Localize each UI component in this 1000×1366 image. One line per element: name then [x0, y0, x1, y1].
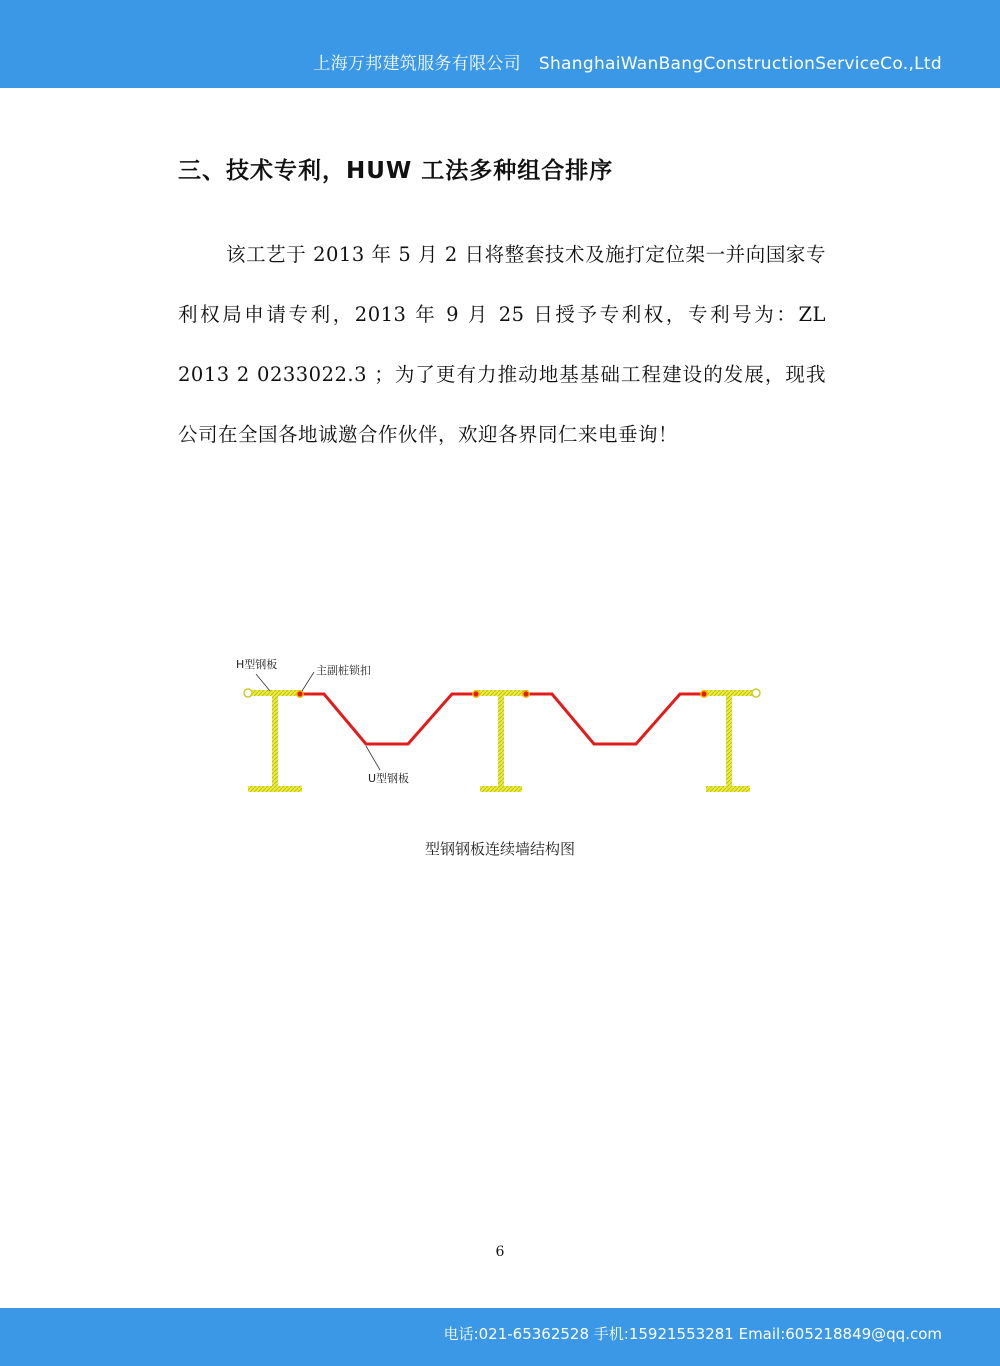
leader-lock	[302, 672, 314, 691]
diagram-caption: 型钢钢板连续墙结构图	[424, 840, 575, 858]
u-plate-2	[526, 694, 704, 744]
label-lock: 主副桩锁扣	[316, 664, 371, 677]
h-beam-1	[248, 696, 302, 792]
end-cap-left	[244, 689, 252, 697]
u-plate-1	[300, 694, 476, 744]
footer-contact: 电话:021-65362528 手机:15921553281 Email:605218849@qq.com	[443, 1325, 942, 1343]
footer-bar	[0, 1308, 1000, 1366]
company-name-en: ShanghaiWanBangConstructionServiceCo.,Ltd	[538, 54, 942, 74]
section-title: 三、技术专利，HUW 工法多种组合排序	[178, 158, 614, 184]
body-paragraph: 该工艺于 2013 年 5 月 2 日将整套技术及施打定位架一并向国家专利权局申请专利，2013 年 9 月 25 日授予专利权，专利号为：ZL 2013 2 0233022.3 ；为了更有力推动地基基础工程建设的发展，现我公司在全国各地诚邀合作伙伴，欢迎各界同仁来电垂询！	[178, 243, 826, 446]
company-name-cn: 上海万邦建筑服务有限公司	[313, 54, 521, 74]
end-cap-right	[752, 689, 760, 697]
leader-u-plate	[366, 746, 380, 770]
header-bar	[0, 0, 1000, 88]
h-beam-2	[480, 696, 522, 792]
page-number: 6	[495, 1244, 505, 1260]
label-u-plate: U型钢板	[368, 772, 410, 785]
leader-h-beam	[256, 674, 270, 691]
label-h-beam: H型钢板	[236, 658, 278, 671]
structure-diagram	[230, 648, 770, 808]
h-beam-3	[706, 696, 750, 792]
header-company	[313, 49, 942, 74]
